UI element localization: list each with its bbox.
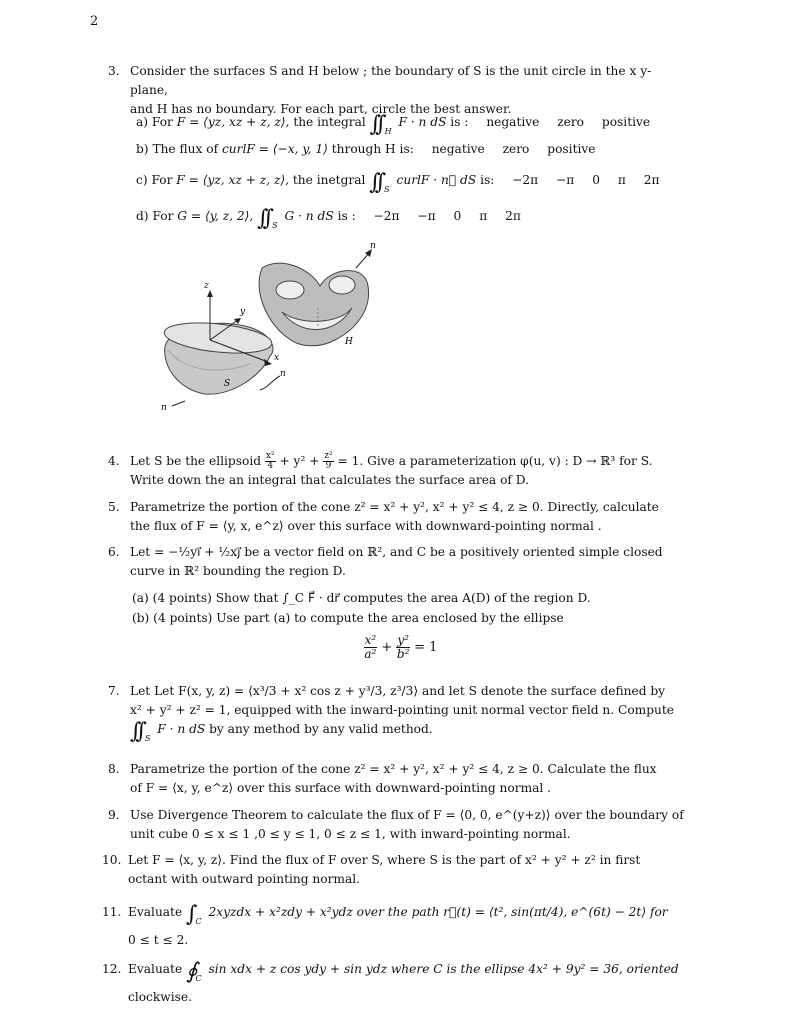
double-integral-icon: ∫∫ xyxy=(130,719,141,744)
double-integral-icon: ∫∫ xyxy=(369,170,381,195)
q3-part-d: d) For G = ⟨y, z, 2⟩, ∫∫ $_S$ G · n dS is : −2π −π 0 π 2π xyxy=(136,206,521,231)
question-12: 12. Evaluate ∮ $_C$ sin xdx + z cos ydy + sin ydz where C is the ellipse 4x² + 9y² = 36, oriented clockwise. xyxy=(102,959,679,1004)
question-3 xyxy=(108,62,688,119)
contour-integral-icon: ∮ xyxy=(186,959,192,984)
normal-label: n xyxy=(370,241,376,251)
y-axis-label: y xyxy=(240,307,246,317)
answer-option[interactable]: −2π xyxy=(512,173,539,187)
answer-option[interactable]: negative xyxy=(431,142,485,156)
question-6: 6. Let = −½yi⃗ + ½xj⃗ be a vector field on ℝ², and C be a positively oriented simple closed curve in ℝ² bounding the region D. xyxy=(108,545,663,578)
z-axis-label: z xyxy=(204,281,209,291)
answer-option[interactable]: 2π xyxy=(505,209,521,223)
answer-option[interactable]: 0 xyxy=(453,209,462,223)
question-6b: (b) (4 points) Use part (a) to compute the area enclosed by the ellipse xyxy=(132,611,564,625)
page-number: 2 xyxy=(90,14,99,29)
answer-option[interactable]: −2π xyxy=(373,209,400,223)
answer-option[interactable]: 0 xyxy=(592,173,600,187)
question-text: Consider the surfaces S and H below ; the boundary of S is the unit circle in the x y-plane, xyxy=(130,64,652,97)
x-axis-label: x xyxy=(274,353,280,363)
answer-option[interactable]: π xyxy=(617,173,626,187)
question-5: 5. Parametrize the portion of the cone z² = x² + y², x² + y² ≤ 4, z ≥ 0. Directly, calculate the flux of F = ⟨y, x, e^z⟩ over this surface with downward-pointing normal . xyxy=(108,500,659,533)
ellipse-equation: $\frac{\text{x²}}{\text{a²}}$ + $\frac{\text{y²}}{\text{b²}}$ = 1 xyxy=(364,633,438,661)
q3-part-c: c) For F = ⟨yz, xz + z, z⟩, the inetgral ∫∫ $_S$ curlF · n⃗ dS is: −2π −π 0 π 2π xyxy=(136,170,660,195)
double-integral-icon: ∫∫ xyxy=(369,112,381,137)
q3-part-b: b) The flux of curlF = ⟨−x, y, 1⟩ through H is: negative zero positive xyxy=(136,142,596,156)
surface-h xyxy=(259,263,368,346)
question-10: 10. Let F = ⟨x, y, z⟩. Find the flux of F over S, where S is the part of x² + y² + z² in first octant with outward pointing normal. xyxy=(102,853,641,886)
answer-option[interactable]: −π xyxy=(556,173,575,187)
question-7: 7. Let Let F(x, y, z) = ⟨x³/3 + x² cos z + y³/3, z³/3⟩ and let S denote the surface defined by x² + y² + z² = 1, equipped with the inward-pointing unit normal vector field n. Compute ∫∫ $_S$ F · n dS by any method by any valid method. xyxy=(108,684,674,744)
normal-label: n xyxy=(280,369,286,379)
question-8: 8. Parametrize the portion of the cone z² = x² + y², x² + y² ≤ 4, z ≥ 0. Calculate the flux of F = ⟨x, y, e^z⟩ over this surface with downward-pointing normal . xyxy=(108,762,657,795)
surface-s-label: S xyxy=(224,379,231,389)
answer-option[interactable]: 2π xyxy=(643,173,660,187)
question-6a: (a) (4 points) Show that ∫_C F⃗ · dr⃗ computes the area A(D) of the region D. xyxy=(132,591,591,605)
answer-option[interactable]: zero xyxy=(557,115,585,129)
question-9: 9. Use Divergence Theorem to calculate the flux of F = ⟨0, 0, e^(y+z)⟩ over the boundary of unit cube 0 ≤ x ≤ 1 ,0 ≤ y ≤ 1, 0 ≤ z ≤ 1, with inward-pointing normal. xyxy=(108,808,684,841)
integral-icon: ∫ xyxy=(186,902,192,927)
answer-option[interactable]: positive xyxy=(547,142,596,156)
question-number: 3. xyxy=(108,64,120,78)
answer-option[interactable]: zero xyxy=(502,142,530,156)
surfaces-figure xyxy=(150,238,390,413)
surface-h-label: H xyxy=(345,337,353,347)
answer-option[interactable]: positive xyxy=(601,115,651,129)
surface-s xyxy=(163,318,273,394)
question-4: 4. Let S be the ellipsoid $\frac{\text{x²}}{4}$ + y² + $\frac{\text{z²}}{9}$ = 1. Give a parameterization φ(u, v) : D → ℝ³ for S. Write down the an integral that calculates the surface area of D. xyxy=(108,451,653,487)
answer-option[interactable]: π xyxy=(479,209,488,223)
question-11: 11. Evaluate ∫ $_C$ 2xyzdx + x²zdy + x²ydz over the path r⃗(t) = ⟨t², sin(πt/4), e^(6t) − 2t⟩ for 0 ≤ t ≤ 2. xyxy=(102,902,668,947)
double-integral-icon: ∫∫ xyxy=(257,206,269,231)
q3-part-a: a) For F = ⟨yz, xz + z, z⟩, the integral ∫∫ $_H$ F · n dS is : negative zero positive xyxy=(136,112,651,137)
normal-label: n xyxy=(161,403,167,413)
answer-option[interactable]: −π xyxy=(417,209,436,223)
answer-option[interactable]: negative xyxy=(486,115,540,129)
question-text: and H has no boundary. For each part, circle the best answer. xyxy=(130,102,512,116)
